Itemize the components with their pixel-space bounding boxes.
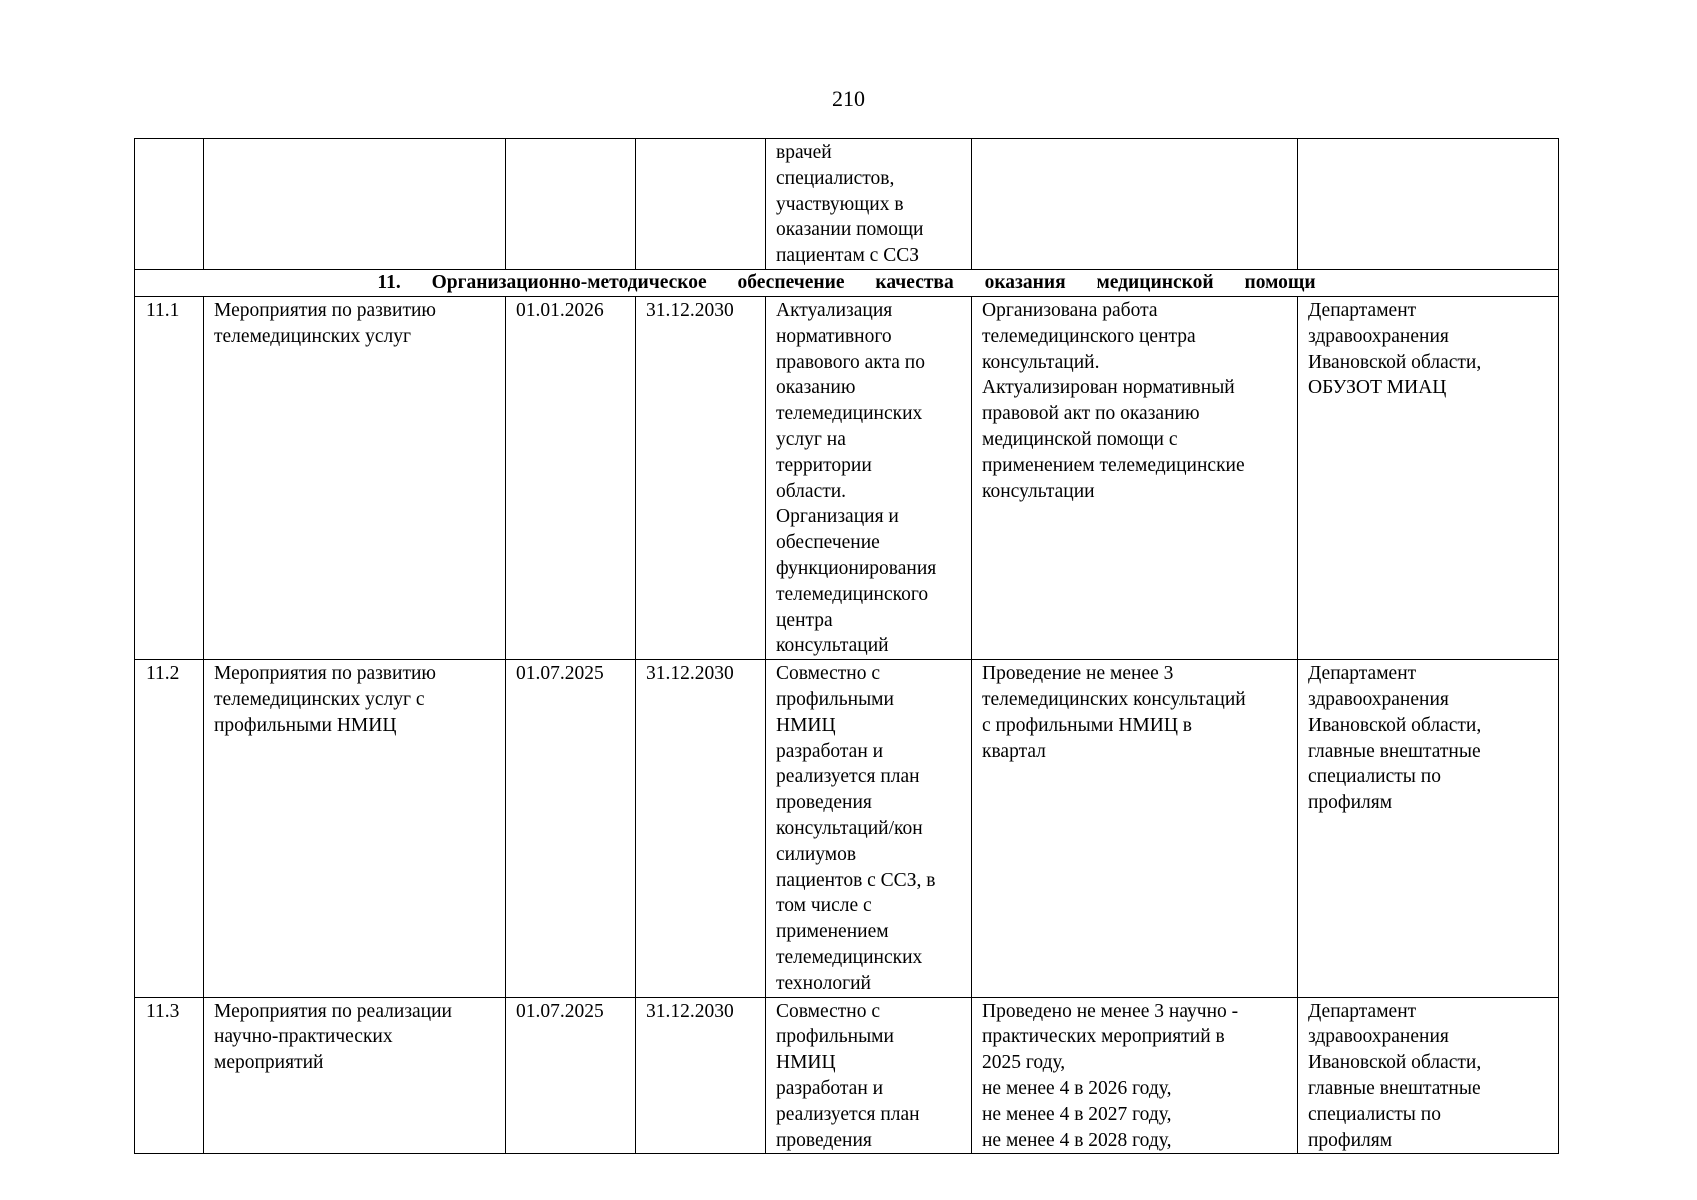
start-date-cell: 01.07.2025 — [506, 660, 636, 997]
end-date-cell: 31.12.2030 — [636, 660, 766, 997]
responsible-cell: Департамент здравоохранения Ивановской области, главные внештатные специалисты по профилям — [1298, 997, 1559, 1154]
event-cell: Мероприятия по реализации научно-практических мероприятий — [204, 997, 506, 1154]
start-date-cell: 01.01.2026 — [506, 297, 636, 660]
table-row — [135, 297, 1559, 660]
result-cell: Проведено не менее 3 научно - практических мероприятий в 2025 году, не менее 4 в 2026 году, не менее 4 в 2027 году, не менее 4 в 2028 году, — [972, 997, 1298, 1154]
responsible-cell: Департамент здравоохранения Ивановской области, главные внештатные специалисты по профилям — [1298, 660, 1559, 997]
result-cell — [972, 139, 1298, 270]
page-number: 210 — [832, 86, 865, 111]
responsible-cell: Департамент здравоохранения Ивановской области, ОБУЗОТ МИАЦ — [1298, 297, 1559, 660]
row-number-cell: 11.2 — [135, 660, 204, 997]
end-date-cell — [636, 139, 766, 270]
description-cell: Актуализация нормативного правового акта по оказанию телемедицинских услуг на территории области. Организация и обеспечение функционирования телемедицинского центра консультаций — [766, 297, 972, 660]
description-cell: Совместно с профильными НМИЦ разработан и реализуется план проведения — [766, 997, 972, 1154]
event-cell: Мероприятия по развитию телемедицинских услуг — [204, 297, 506, 660]
result-cell: Организована работа телемедицинского центра консультаций. Актуализирован нормативный правовой акт по оказанию медицинской помощи с применением телемедицинские консультации — [972, 297, 1298, 660]
row-number-cell: 11.1 — [135, 297, 204, 660]
start-date-cell: 01.07.2025 — [506, 997, 636, 1154]
result-cell: Проведение не менее 3 телемедицинских консультаций с профильными НМИЦ в квартал — [972, 660, 1298, 997]
start-date-cell — [506, 139, 636, 270]
description-cell: врачей специалистов, участвующих в оказании помощи пациентам с ССЗ — [766, 139, 972, 270]
end-date-cell: 31.12.2030 — [636, 297, 766, 660]
description-cell: Совместно с профильными НМИЦ разработан и реализуется план проведения консультаций/кон силиумов пациентов с ССЗ, в том числе с применением телемедицинских технологий — [766, 660, 972, 997]
section-title-cell — [135, 270, 1559, 297]
section-header-row — [135, 270, 1559, 297]
row-number-cell: 11.3 — [135, 997, 204, 1154]
responsible-cell — [1298, 139, 1559, 270]
row-number-cell — [135, 139, 204, 270]
table-row — [135, 660, 1559, 997]
table-row — [135, 997, 1559, 1154]
event-cell: Мероприятия по развитию телемедицинских услуг с профильными НМИЦ — [204, 660, 506, 997]
section-title: 11. Организационно-методическое обеспечение качества оказания медицинской помощи — [377, 272, 1316, 293]
table-row — [135, 139, 1559, 270]
activities-table — [134, 138, 1559, 1154]
end-date-cell: 31.12.2030 — [636, 997, 766, 1154]
event-cell — [204, 139, 506, 270]
